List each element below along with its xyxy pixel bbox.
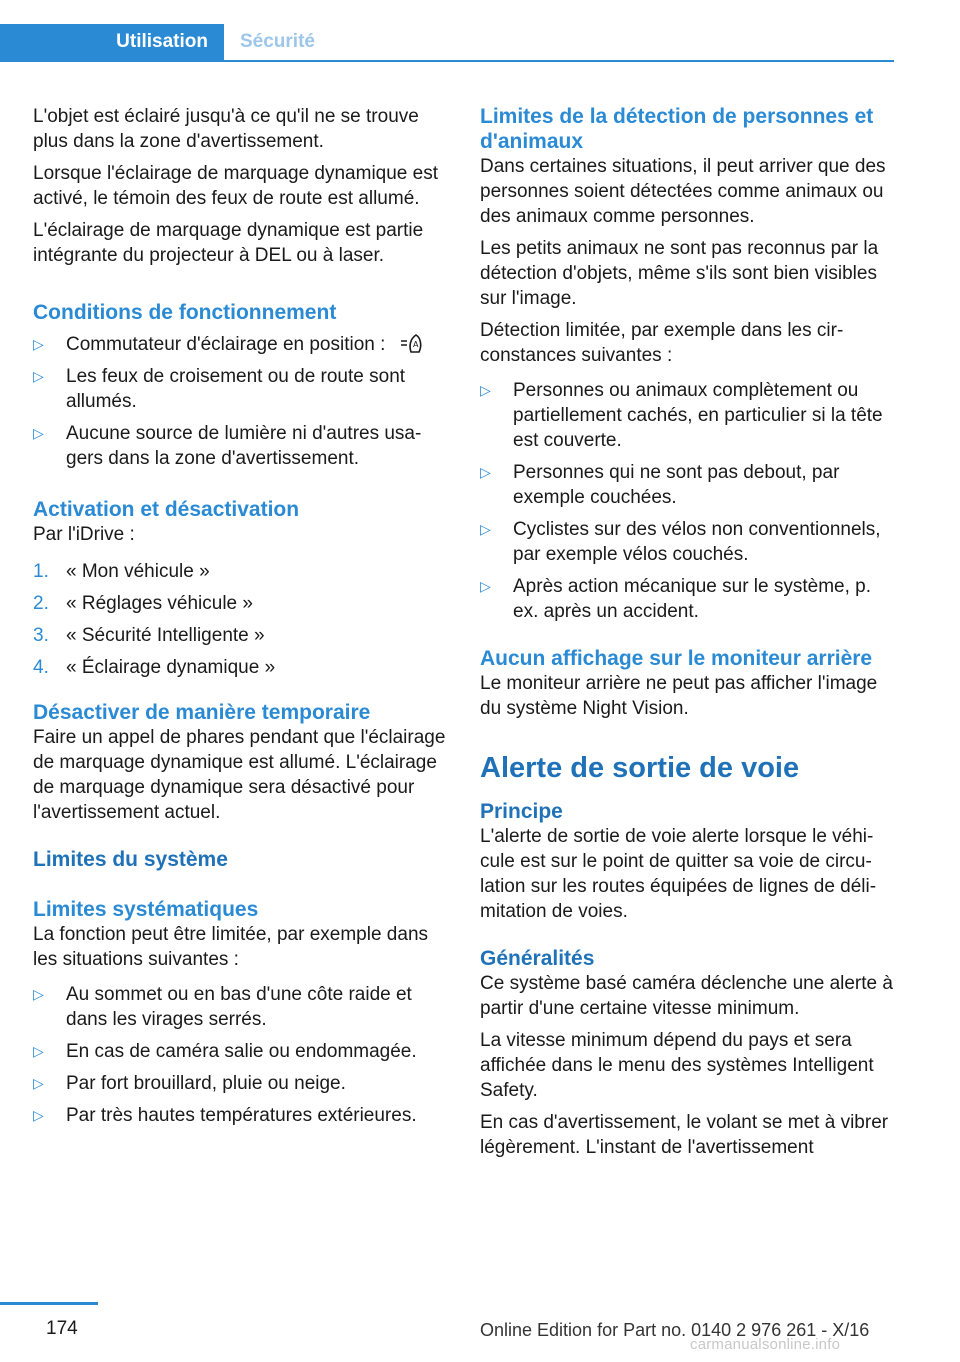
paragraph: Détection limitée, par exemple dans les circonstances suivantes : — [480, 320, 844, 366]
heading-sys-limits: Limites systématiques — [33, 898, 259, 921]
left-column — [33, 104, 449, 1135]
heading-lane-departure: Alerte de sortie de voie — [480, 752, 800, 784]
light-switch-auto-icon — [397, 332, 425, 354]
triangle-bullet-icon: ▷ — [480, 464, 491, 480]
paragraph: La vitesse minimum dépend du pays et sera affichée dans le menu des systèmes Intelligent Safety. — [480, 1030, 874, 1101]
paragraph: La fonction peut être limitée, par exemple dans les situations suivantes : — [33, 924, 429, 970]
triangle-bullet-icon: ▷ — [33, 986, 44, 1002]
idrive-steps — [33, 559, 449, 680]
triangle-bullet-icon: ▷ — [33, 368, 44, 384]
edition-footer: Online Edition for Part no. 0140 2 976 261 - X/16 — [480, 1320, 870, 1340]
list-item: ▷ Par très hautes températures extérieures. — [33, 1105, 417, 1126]
heading-no-display: Aucun affichage sur le moniteur arrière — [480, 647, 873, 670]
triangle-bullet-icon: ▷ — [33, 1075, 44, 1091]
paragraph: En cas d'avertissement, le volant se met à vibrer légèrement. L'instant de l'avertissement — [480, 1112, 889, 1158]
triangle-bullet-icon: ▷ — [33, 425, 44, 441]
triangle-bullet-icon: ▷ — [33, 1107, 44, 1123]
paragraph: Ce système basé caméra déclenche une alerte à partir d'une certaine vitesse minimum. — [480, 973, 893, 1019]
heading-principle: Principe — [480, 800, 563, 823]
paragraph: Par l'iDrive : — [33, 524, 135, 545]
header-rule — [0, 60, 894, 62]
triangle-bullet-icon: ▷ — [33, 1043, 44, 1059]
list-item: 1. « Mon véhicule » — [33, 561, 210, 582]
paragraph: Les petits animaux ne sont pas reconnus par la détection d'objets, même s'ils sont bien visibles sur l'image. — [480, 238, 879, 309]
list-item: ▷ En cas de caméra salie ou endommagée. — [33, 1041, 417, 1062]
list-item: 2. « Réglages véhicule » — [33, 593, 253, 614]
paragraph: Faire un appel de phares pendant que l'éclairage de marquage dynamique est allumé. L'éclairage de marquage dynamique sera désactivé pour l'avertissement actuel. — [33, 727, 446, 823]
paragraph: Dans certaines situations, il peut arriver que des personnes soient détectées comme animaux ou des animaux comme personnes. — [480, 156, 886, 227]
paragraph: L'éclairage de marquage dynamique est partie intégrante du projecteur à DEL ou à laser. — [33, 220, 424, 266]
triangle-bullet-icon: ▷ — [480, 521, 491, 537]
list-item: 4. « Éclairage dynamique » — [33, 657, 276, 678]
page-number: 174 — [46, 1318, 78, 1339]
heading-conditions: Conditions de fonctionnement — [33, 301, 337, 324]
tab-bar — [0, 24, 894, 62]
list-item: ▷ Commutateur d'éclairage en position : A — [33, 332, 449, 357]
list-item: ▷ Par fort brouillard, pluie ou neige. — [33, 1073, 346, 1094]
list-item: ▷ Aucune source de lumière ni d'autres usagers dans la zone d'avertissement. — [33, 423, 422, 469]
tab-utilisation[interactable]: Utilisation — [0, 24, 224, 60]
paragraph: Lorsque l'éclairage de marquage dynamique est activé, le témoin des feux de route est allumé. — [33, 163, 438, 209]
list-item: ▷ Personnes ou animaux complètement ou partiellement cachés, en particulier si la tête est couverte. — [480, 380, 883, 451]
heading-detection-limits: Limites de la détection de personnes et d'animaux — [480, 105, 874, 153]
heading-activation: Activation et désactivation — [33, 498, 300, 521]
paragraph: L'alerte de sortie de voie alerte lorsque le véhicule est sur le point de quitter sa voie de circulation sur les routes équipées de lignes de délimitation de voies. — [480, 826, 877, 922]
page-number-rule — [0, 1302, 98, 1305]
conditions-list — [33, 332, 449, 471]
list-item: ▷ Les feux de croisement ou de route sont allumés. — [33, 366, 406, 412]
list-item: ▷ Personnes qui ne sont pas debout, par exemple couchées. — [480, 462, 840, 508]
paragraph: L'objet est éclairé jusqu'à ce qu'il ne se trouve plus dans la zone d'avertissement. — [33, 106, 419, 152]
limits-list — [33, 982, 449, 1128]
tab-securite[interactable]: Sécurité — [240, 31, 315, 52]
svg-text:A: A — [412, 340, 419, 349]
heading-temporary: Désactiver de manière temporaire — [33, 701, 371, 724]
triangle-bullet-icon: ▷ — [33, 336, 44, 352]
list-item: 3. « Sécurité Intelligente » — [33, 625, 265, 646]
list-item: ▷ Après action mécanique sur le système, p. ex. après un accident. — [480, 576, 872, 622]
list-item: ▷ Au sommet ou en bas d'une côte raide et dans les virages serrés. — [33, 984, 412, 1030]
heading-limits: Limites du système — [33, 848, 228, 871]
detection-list — [480, 378, 896, 624]
triangle-bullet-icon: ▷ — [480, 578, 491, 594]
paragraph: Le moniteur arrière ne peut pas afficher l'image du système Night Vision. — [480, 673, 878, 719]
triangle-bullet-icon: ▷ — [480, 382, 491, 398]
right-column — [480, 104, 896, 1167]
heading-general: Généralités — [480, 947, 595, 970]
watermark: carmanualsonline.info — [690, 1336, 841, 1353]
list-item: ▷ Cyclistes sur des vélos non conventionnels, par exemple vélos couchés. — [480, 519, 881, 565]
